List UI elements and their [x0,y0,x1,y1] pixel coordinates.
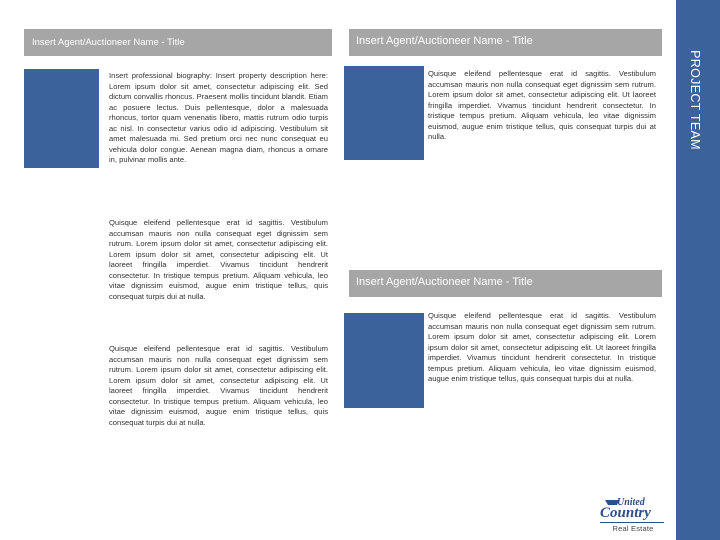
profile-title-2: Insert Agent/Auctioneer Name - Title [349,29,662,56]
logo-word-united: United [617,497,645,508]
logo-word-country: Country [600,505,651,521]
profile-3-text: Quisque eleifend pellentesque erat id sagittis. Vestibulum accumsan mauris non nulla consequat eget dignissim sem rutrum. Lorem ipsum dolor sit amet, consectetur adipiscing elit. Lorem ipsum dolor sit amet, consectetur adipiscing elit. Ut laoreet fringilla imperdiet. Vivamus tincidunt hendrerit consectetur. In tristique tempus pretium. Aliquam vehicula, leo vitae dignissim euismod, augue enim tristique tellus, quis consequat turpis dui at nulla. [428,311,656,384]
agent-photo-placeholder-1 [24,69,99,168]
paragraph-2: Quisque eleifend pellentesque erat id sagittis. Vestibulum accumsan mauris non nulla consequat eget dignissim sem rutrum. Lorem ipsum dolor sit amet, consectetur adipiscing elit. Lorem ipsum dolor sit amet, consectetur adipiscing elit. Ut laoreet fringilla imperdiet. Vivamus tincidunt hendrerit consectetur. In tristique tempus pretium. Aliquam vehicula, leo vitae dignissim euismod, augue enim tristique tellus, quis consequat turpis dui at nulla. [109,218,328,301]
paragraph-3: Quisque eleifend pellentesque erat id sagittis. Vestibulum accumsan mauris non nulla consequat eget dignissim sem rutrum. Lorem ipsum dolor sit amet, consectetur adipiscing elit. Lorem ipsum dolor sit amet, consectetur adipiscing elit. Ut laoreet fringilla imperdiet. Vivamus tincidunt hendrerit consectetur. In tristique tempus pretium. Aliquam vehicula, leo vitae dignissim euismod, augue enim tristique tellus, quis consequat turpis dui at nulla. [109,344,328,427]
section-label: PROJECT TEAM [688,50,702,150]
profile-title-3: Insert Agent/Auctioneer Name - Title [349,270,662,297]
agent-photo-placeholder-3 [344,313,424,408]
profile-title-1: Insert Agent/Auctioneer Name - Title [24,29,332,56]
profile-2-text: Quisque eleifend pellentesque erat id sagittis. Vestibulum accumsan mauris non nulla consequat eget dignissim sem rutrum. Lorem ipsum dolor sit amet, consectetur adipiscing elit. Ut laoreet fringilla imperdiet. Vivamus tincidunt hendrerit consectetur. In tristique tempus pretium. Aliquam vehicula, leo vitae dignissim euismod, augue enim tristique tellus, quis consequat turpis dui at nulla. [428,69,656,142]
company-logo [598,497,668,533]
agent-photo-placeholder-2 [344,66,424,160]
logo-divider [600,522,664,523]
agent-biography: Insert professional biography: Insert property description here: Lorem ipsum dolor sit amet, consectetur adipiscing elit. Sed dictum convallis rhoncus. Praesent mollis tincidunt blandit. Etiam ac posuere lectus. Duis pellentesque, dolor a malesuada rhoncus, tortor quam venenatis libero, mattis rutrum odio turpis ac nisl. In consectetur varius odio id adipiscing. Vestibulum sit amet malesuada mi. Sed pretium orci nec nunc consequat eu vehicula dolor congue. Aenean magna diam, rhoncus a ornare in, pulvinar mollis ante. [109,71,328,165]
logo-word-real-estate: Real Estate [612,524,654,533]
